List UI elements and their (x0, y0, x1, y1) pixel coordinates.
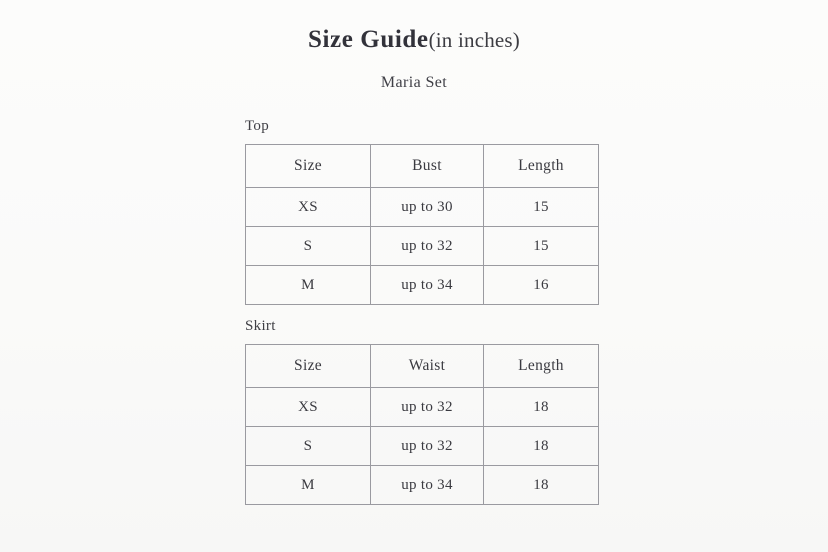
section-label-skirt: Skirt (245, 318, 276, 334)
cell-bust: up to 30 (371, 188, 484, 227)
cell-length: 18 (484, 388, 599, 427)
cell-length: 15 (484, 227, 599, 266)
table-row (246, 388, 599, 427)
cell-bust: up to 34 (371, 266, 484, 305)
table-row (246, 227, 599, 266)
column-header-length: Length (484, 145, 599, 188)
size-table-skirt (245, 344, 599, 505)
title-line (0, 26, 828, 54)
column-header-size: Size (246, 145, 371, 188)
section-label-top: Top (245, 118, 270, 134)
title-main: Size Guide (307, 26, 429, 53)
page-title (0, 0, 828, 54)
cell-length: 15 (484, 188, 599, 227)
column-header-size: Size (246, 345, 371, 388)
column-header-bust: Bust (371, 145, 484, 188)
table-row (246, 427, 599, 466)
cell-size: S (246, 427, 371, 466)
size-table-top (245, 144, 599, 305)
table-row (246, 466, 599, 505)
cell-size: XS (246, 188, 371, 227)
column-header-length: Length (484, 345, 599, 388)
cell-waist: up to 32 (371, 427, 484, 466)
table-header-row (246, 345, 599, 388)
cell-length: 18 (484, 427, 599, 466)
cell-length: 16 (484, 266, 599, 305)
cell-size: M (246, 466, 371, 505)
table-row (246, 266, 599, 305)
column-header-waist: Waist (371, 345, 484, 388)
cell-waist: up to 34 (371, 466, 484, 505)
cell-waist: up to 32 (371, 388, 484, 427)
cell-bust: up to 32 (371, 227, 484, 266)
cell-size: M (246, 266, 371, 305)
table-row (246, 188, 599, 227)
cell-size: XS (246, 388, 371, 427)
cell-length: 18 (484, 466, 599, 505)
product-name: Maria Set (380, 74, 448, 91)
title-units: (in inches) (428, 28, 520, 52)
cell-size: S (246, 227, 371, 266)
table-header-row (246, 145, 599, 188)
